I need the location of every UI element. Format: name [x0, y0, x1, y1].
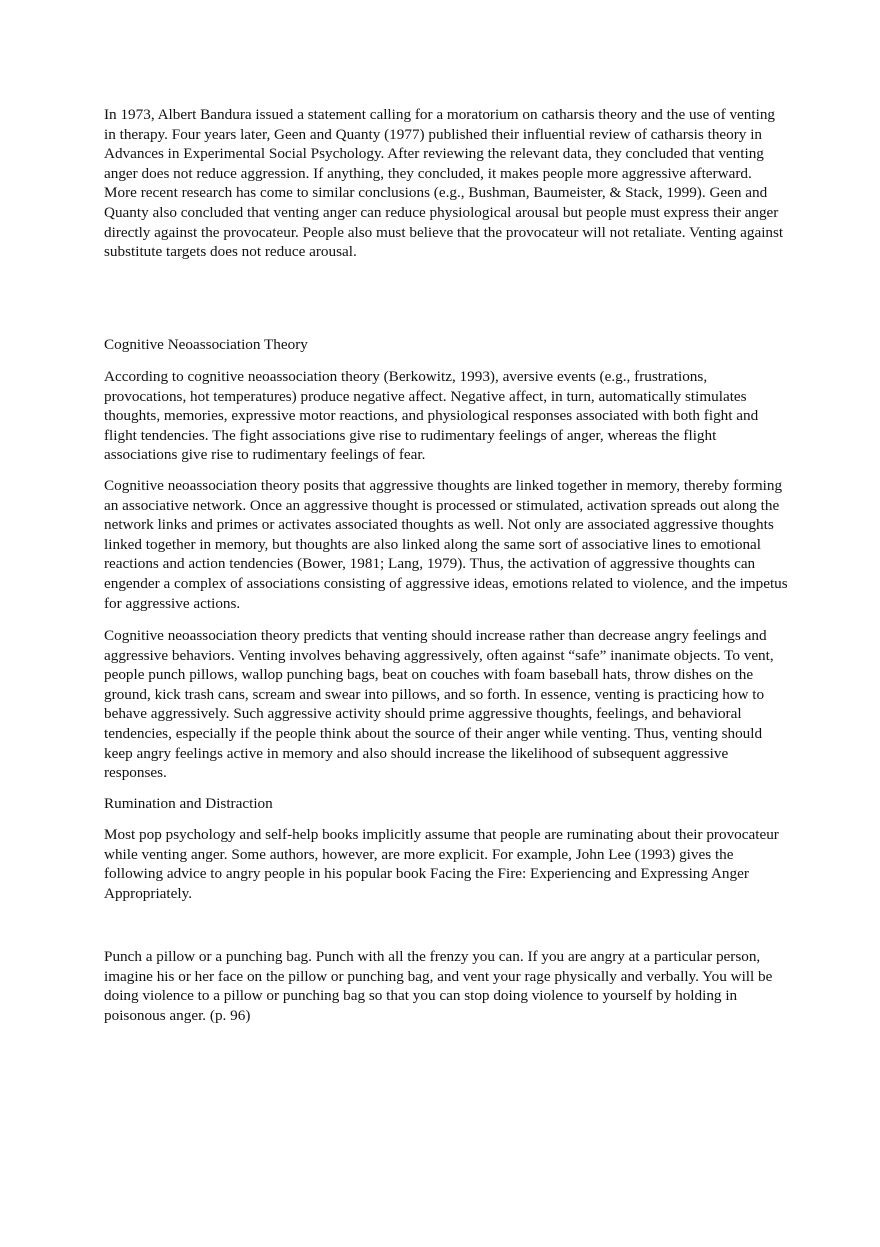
paragraph-catharsis-history: In 1973, Albert Bandura issued a statement calling for a moratorium on catharsis theory and the use of venting in therapy. Four years later, Geen and Quanty (1977) published their influential review of catharsis theory in Advances in Experimental Social Psychology. After reviewing the relevant data, they concluded that venting anger does not reduce aggression. If anything, they concluded, it makes people more aggressive afterward. More recent research has come to similar conclusions (e.g., Bushman, Baumeister, & Stack, 1999). Geen and Quanty also concluded that venting anger can reduce physiological arousal but people must express their anger directly against the provocateur. People also must believe that the provocateur will not retaliate. Venting against substitute targets does not reduce arousal. [104, 106, 784, 261]
block-quote-lee: Punch a pillow or a punching bag. Punch with all the frenzy you can. If you are angry at a particular person, imagine his or her face on the pillow or punching bag, and vent your rage physically and verbally. You will be doing violence to a pillow or punching bag so that you can stop doing violence to yourself by holding in poisonous anger. (p. 96) [104, 948, 773, 1024]
paragraph-pop-psychology: Most pop psychology and self-help books implicitly assume that people are ruminating about their provocateur while venting anger. Some authors, however, are more explicit. For example, John Lee (1993) gives the following advice to angry people in his popular book Facing the Fire: Experiencing and Expressing Anger Appropriately. [104, 826, 779, 902]
section-heading-cognitive-neoassociation: Cognitive Neoassociation Theory [104, 336, 308, 353]
section-heading-rumination: Rumination and Distraction [104, 795, 273, 812]
paragraph-associative-network: Cognitive neoassociation theory posits that aggressive thoughts are linked together in memory, thereby forming an associative network. Once an aggressive thought is processed or stimulated, activation spreads out along the network links and primes or activates associated thoughts as well. Not only are associated aggressive thoughts linked together in memory, but thoughts are also linked along the same sort of associative lines to emotional reactions and action tendencies (Bower, 1981; Lang, 1979). Thus, the activation of aggressive thoughts can engender a complex of associations consisting of aggressive ideas, emotions related to violence, and the impetus for aggressive actions. [104, 477, 788, 612]
paragraph-venting-prediction: Cognitive neoassociation theory predicts that venting should increase rather than decrease angry feelings and aggressive behaviors. Venting involves behaving aggressively, often against “safe” inanimate objects. To vent, people punch pillows, wallop punching bags, beat on couches with foam baseball hats, throw dishes on the ground, kick trash cans, scream and swear into pillows, and so forth. In essence, venting is practicing how to behave aggressively. Such aggressive activity should prime aggressive thoughts, feelings, and behavioral tendencies, especially if the people think about the source of their anger while venting. Thus, venting should keep angry feelings active in memory and also should increase the likelihood of subsequent aggressive responses. [104, 627, 774, 782]
paragraph-aversive-events: According to cognitive neoassociation theory (Berkowitz, 1993), aversive events (e.g., frustrations, provocations, hot temperatures) produce negative affect. Negative affect, in turn, automatically stimulates thoughts, memories, expressive motor reactions, and physiological responses associated with both fight and flight tendencies. The fight associations give rise to rudimentary feelings of anger, whereas the flight associations give rise to rudimentary feelings of fear. [104, 368, 759, 464]
